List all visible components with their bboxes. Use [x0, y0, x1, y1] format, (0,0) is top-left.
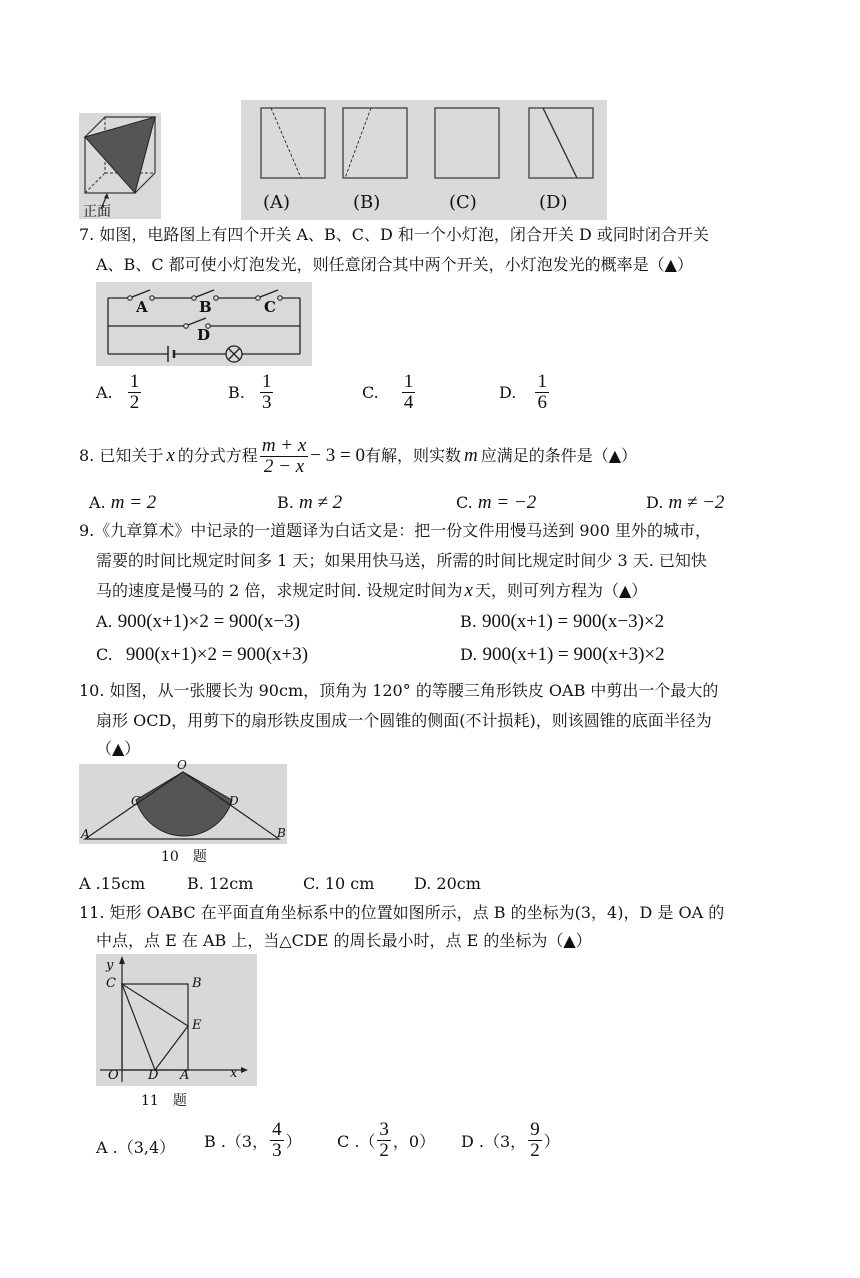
q7-option-a[interactable]: A. $\frac{1}{2}$	[96, 371, 140, 413]
q7-option-d[interactable]: D. $\frac{1}{6}$	[499, 371, 547, 413]
q8-option-d[interactable]: D. m ≠ −2	[646, 492, 725, 513]
view-label-d: (D)	[539, 192, 568, 213]
q9-option-b[interactable]: B. 900(x+1) = 900(x−3)×2	[460, 611, 665, 632]
q11-option-d[interactable]: D .（3， $\frac{9}{2}$ ）	[461, 1119, 560, 1161]
q7-line-2: A、B、C 都可使小灯泡发光，则任意闭合其中两个开关，小灯泡发光的概率是（▲）	[96, 255, 693, 274]
q11-line-2: 中点，点 E 在 AB 上，当△CDE 的周长最小时，点 E 的坐标为（▲）	[96, 931, 592, 950]
q9-option-d[interactable]: D. 900(x+1) = 900(x+3)×2	[460, 644, 665, 665]
q9-option-a[interactable]: A. 900(x+1)×2 = 900(x−3)	[96, 611, 300, 632]
q10-label-c: C	[131, 794, 141, 808]
q11-label-y: y	[106, 958, 114, 973]
cube-label: 正面	[83, 204, 111, 220]
q9-option-c[interactable]: C. 900(x+1)×2 = 900(x+3)	[96, 644, 309, 665]
q8-option-b[interactable]: B. m ≠ 2	[277, 492, 343, 513]
q9-line-1: 9.《九章算术》中记录的一道题译为白话文是：把一份文件用慢马送到 900 里外的城市，	[79, 521, 711, 540]
switch-label-d: D	[197, 326, 211, 344]
q11-label-e: E	[192, 1018, 202, 1033]
view-label-a: (A)	[263, 192, 291, 213]
q11-option-b[interactable]: B .（3， $\frac{4}{3}$ ）	[204, 1119, 302, 1161]
q10-label-d: D	[229, 794, 239, 808]
q11-figure	[96, 954, 257, 1086]
q7-option-b[interactable]: B. $\frac{1}{3}$	[228, 371, 272, 413]
q10-caption: 10 题	[161, 849, 207, 865]
q8-stem: 8. 已知关于 x 的分式方程 $\frac{m + x}{2 - x}$ − 3 = 0有解，则实数 m 应满足的条件是（▲）	[79, 435, 638, 477]
q10-option-c[interactable]: C. 10 cm	[303, 874, 375, 893]
q10-line-1: 10. 如图，从一张腰长为 90cm，顶角为 120° 的等腰三角形铁皮 OAB 中剪出一个最大的	[79, 681, 719, 700]
q7-line-1: 7. 如图，电路图上有四个开关 A、B、C、D 和一个小灯泡，闭合开关 D 或同时闭合开关	[79, 225, 709, 244]
q10-option-d[interactable]: D. 20cm	[414, 874, 481, 893]
q11-label-c: C	[106, 976, 116, 991]
q11-label-b: B	[192, 976, 202, 991]
q11-option-a[interactable]: A .（3,4）	[96, 1138, 176, 1157]
q10-label-b: B	[277, 826, 286, 840]
q9-line-3: 马的速度是慢马的 2 倍，求规定时间. 设规定时间为 x 天，则可列方程为（▲）	[96, 580, 648, 601]
switch-label-c: C	[264, 298, 276, 316]
q11-line-1: 11. 矩形 OABC 在平面直角坐标系中的位置如图所示，点 B 的坐标为(3，4)，D 是 OA 的	[79, 903, 725, 922]
view-label-c: (C)	[449, 192, 477, 213]
q11-label-x: x	[230, 1066, 238, 1081]
q10-label-o: O	[177, 758, 187, 772]
q11-label-d: D	[148, 1068, 159, 1083]
views-figure	[241, 100, 607, 220]
q11-option-c[interactable]: C .（ $\frac{3}{2}$ ，0）	[337, 1119, 436, 1161]
q10-line-3: （▲）	[96, 739, 141, 758]
view-label-b: (B)	[353, 192, 381, 213]
q10-line-2: 扇形 OCD，用剪下的扇形铁皮围成一个圆锥的侧面(不计损耗)，则该圆锥的底面半径为	[96, 711, 712, 730]
q11-label-a: A	[180, 1068, 190, 1083]
circuit-figure	[96, 282, 312, 366]
q11-caption: 11 题	[141, 1093, 187, 1109]
q9-line-2: 需要的时间比规定时间多 1 天；如果用快马送，所需的时间比规定时间少 3 天. 已知快	[96, 551, 707, 570]
q10-option-b[interactable]: B. 12cm	[187, 874, 254, 893]
q7-option-c[interactable]: C. $\frac{1}{4}$	[362, 371, 414, 413]
q10-figure	[79, 758, 287, 844]
q10-option-a[interactable]: A .15cm	[79, 874, 146, 893]
q10-label-a: A	[81, 827, 90, 841]
q11-label-o: O	[108, 1068, 119, 1083]
switch-label-b: B	[199, 298, 212, 316]
q8-option-a[interactable]: A. m = 2	[89, 492, 157, 513]
cube-figure	[79, 113, 161, 219]
switch-label-a: A	[136, 298, 148, 316]
q8-option-c[interactable]: C. m = −2	[456, 492, 537, 513]
